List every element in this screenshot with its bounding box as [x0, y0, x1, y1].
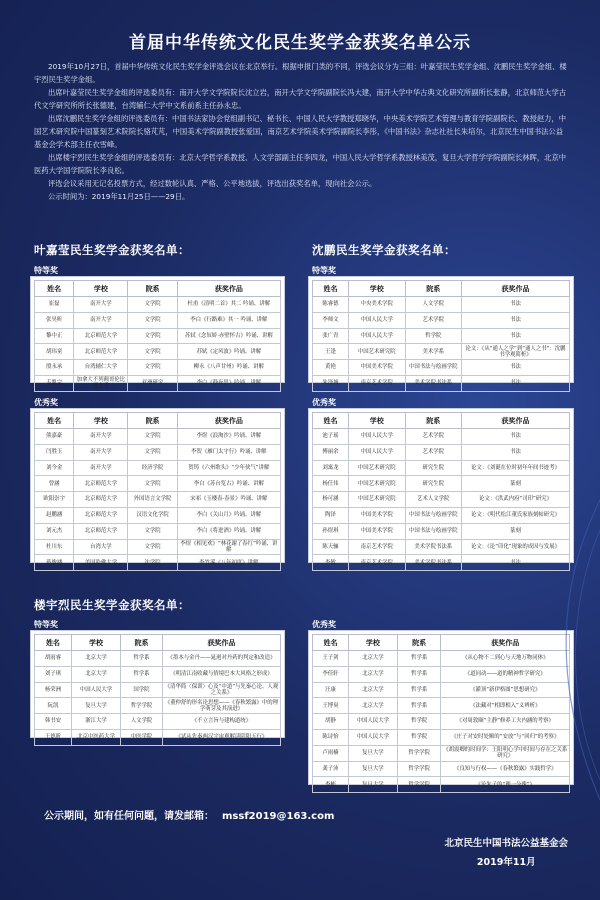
decorative-swoosh: [540, 500, 600, 800]
table-cell: 汪康: [313, 682, 349, 698]
table-cell: 李煜《浪淘沙》吟诵、讲解: [177, 429, 280, 445]
table-cell: 美国哈佛大学: [74, 555, 128, 571]
table-row: [313, 312, 570, 328]
table-cell: 艺术学院: [405, 429, 462, 445]
table-row: [35, 297, 281, 313]
table-cell: 北京师范大学: [74, 328, 128, 344]
table-cell: 中国人民大学: [348, 444, 405, 460]
table-cell: 李白《行路难》其一 吟诵、讲解: [177, 312, 280, 328]
table-cell: 《良知与行权——《春秋繁露》实践哲学》: [441, 761, 570, 777]
table-cell: 美术学院书法系: [405, 555, 462, 571]
table-cell: 龚子沛: [313, 761, 349, 777]
louyulie-special-table-box: [30, 630, 285, 741]
shenpeng-special-table: [312, 280, 570, 392]
table-cell: 中国艺术研究院: [348, 476, 405, 492]
table-cell: 书法: [462, 429, 570, 445]
table-row: [313, 444, 570, 460]
table-cell: 篆刻: [462, 523, 570, 539]
table-cell: 哲学院: [397, 729, 441, 745]
table-cell: 南开大学: [74, 312, 128, 328]
table-row: [35, 312, 281, 328]
intro-paragraph: 出席沈鹏民生奖学金组的评选委员有：中国书法家协会党组副书记、秘书长、中国人民大学教授郑晓华，中央美术学院艺术管理与教育学院副院长、教授赵力，中国艺术研究院中国篆刻艺术院院长骆芃芃，中国美术学院副教授张爱国，南京艺术学院美术学院副院长李彤，《中国书法》杂志社社长朱培尔，北京民生中国书法公益基金会学术部主任衣雪峰。: [34, 114, 567, 149]
table-cell: 文学院: [128, 344, 177, 360]
table-row: [35, 360, 281, 376]
table-cell: 北京大学: [348, 698, 397, 714]
column-header: 学校: [74, 281, 128, 297]
table-cell: 哲学院: [405, 328, 462, 344]
table-cell: 李白《将进酒》吟诵、讲解: [177, 523, 280, 539]
table-cell: 哲学学院: [397, 761, 441, 777]
table-row: [35, 523, 281, 539]
table-cell: 哲学系: [397, 682, 441, 698]
table-cell: 胡玮童: [35, 344, 74, 360]
table-row: [35, 344, 281, 360]
yejiaying-excellent-table-box: [30, 408, 285, 566]
table-cell: 《从心物不二到心与天地万物同体》: [441, 651, 570, 667]
intro-paragraph: 出席楼宇烈民生奖学金组的评选委员有：北京大学哲学系教授、人文学部副主任李四龙，中国人民大学哲学系教授林美茂，复旦大学哲学学院副院长林晖，北京中医药大学国学院院长李良松。: [34, 153, 567, 175]
table-cell: 北京师范大学: [74, 523, 128, 539]
table-cell: 宋祁《玉楼春·春景》吟诵、讲解: [177, 492, 280, 508]
table-cell: 文学院: [128, 360, 177, 376]
table-row: [313, 651, 570, 667]
table-cell: 《明清江南收藏与情境巴本大风格之形成》: [162, 666, 280, 682]
intro-text: [34, 60, 570, 203]
table-cell: 复旦大学: [348, 761, 397, 777]
table-cell: 李白《关山月》吟诵、讲解: [177, 507, 280, 523]
table-cell: 李敏: [313, 555, 349, 571]
table-cell: 复旦大学: [348, 777, 397, 793]
table-cell: 陈睿德: [313, 297, 349, 313]
table-cell: 中医学院: [121, 729, 163, 745]
table-cell: 陈天骊: [313, 539, 349, 555]
table-cell: 陈诗怡: [313, 729, 349, 745]
table-row: [313, 555, 570, 571]
table-cell: 文学院: [128, 312, 177, 328]
table-cell: 胡静: [313, 714, 349, 730]
table-cell: 文学院: [128, 539, 177, 555]
column-header: 获奖作品: [162, 635, 280, 651]
table-row: [35, 714, 281, 730]
table-cell: 《灌顶“新伊格图”思想研究》: [441, 682, 570, 698]
table-cell: 李贺《雁门太守行》吟诵、讲解: [177, 444, 280, 460]
shenpeng-excellent-label: 优秀奖: [312, 398, 336, 407]
table-row: [313, 745, 570, 761]
table-cell: 柳永《八声甘州》吟诵、讲解: [177, 360, 280, 376]
louyulie-section-title: 楼宇烈民生奖学金获奖名单：: [34, 598, 190, 612]
table-cell: 哲学学院: [397, 777, 441, 793]
table-cell: 中国美术学院: [348, 507, 405, 523]
table-cell: 法学院: [128, 555, 177, 571]
intro-paragraph: 2019年10月27日，首届中华传统文化民生奖学金评选会议在北京举行。根据申报门类的不同，评选会议分为三组：叶嘉莹民生奖学金组、沈鹏民生奖学金组、楼宇烈民生奖学金组。: [34, 62, 567, 84]
yejiaying-special-table: [34, 280, 281, 392]
table-cell: 张昊昕: [35, 312, 74, 328]
table-cell: 书法: [462, 328, 570, 344]
table-cell: 杜川东: [35, 539, 74, 555]
intro-paragraph: 公示时间为：2019年11月25日——29日。: [48, 192, 190, 201]
table-cell: 哲学学院: [121, 698, 163, 714]
table-cell: 曾涵: [35, 476, 74, 492]
table-cell: 胡雨睿: [35, 651, 72, 667]
table-cell: 南开大学: [74, 460, 128, 476]
table-cell: 研究生院: [405, 476, 462, 492]
table-header-row: [313, 635, 570, 651]
column-header: 姓名: [313, 413, 349, 429]
table-cell: 文学院: [128, 476, 177, 492]
table-cell: 美术学院书法系: [405, 539, 462, 555]
table-row: [313, 666, 570, 682]
table-row: [35, 460, 281, 476]
table-cell: 中国书法与绘画学院: [405, 523, 462, 539]
table-row: [35, 328, 281, 344]
table-cell: 刘寓龙: [313, 460, 349, 476]
contact-label: 公示期间，如有任何问题，请发邮箱：: [44, 811, 214, 822]
table-cell: 艺术学院: [405, 444, 462, 460]
table-cell: 池子瑶: [313, 429, 349, 445]
table-cell: 南京艺术学院: [348, 375, 405, 391]
table-cell: 北京大学: [71, 651, 120, 667]
column-header: 姓名: [35, 281, 74, 297]
yejiaying-special-table-box: [30, 276, 285, 390]
table-cell: 李竹溪《八年初度》讲解: [177, 555, 280, 571]
table-cell: 李师文: [313, 312, 349, 328]
column-header: 姓名: [35, 635, 72, 651]
column-header: 学校: [348, 635, 397, 651]
table-cell: 北京中医药大学: [71, 729, 120, 745]
table-cell: 台湾大学: [74, 539, 128, 555]
table-cell: 王逢: [313, 344, 349, 360]
table-cell: 孙煜琪: [313, 523, 349, 539]
table-cell: 国学院: [121, 682, 163, 698]
table-cell: 崔磊: [35, 297, 74, 313]
table-row: [313, 360, 570, 376]
table-row: [313, 714, 570, 730]
table-cell: 南开大学: [74, 429, 128, 445]
table-row: [313, 429, 570, 445]
table-cell: 文学院: [128, 328, 177, 344]
table-row: [35, 682, 281, 698]
table-cell: 李彬: [313, 777, 349, 793]
table-cell: 《道同动——道的精神哲学研究》: [441, 666, 570, 682]
table-cell: 书法: [462, 375, 570, 391]
table-row: [35, 429, 281, 445]
table-row: [313, 297, 570, 313]
yejiaying-section-title: 叶嘉莹民生奖学金获奖名单：: [34, 243, 190, 257]
table-cell: 书法: [462, 444, 570, 460]
table-cell: 欧阳崇宇: [35, 492, 74, 508]
table-cell: 浙江大学: [71, 714, 120, 730]
shenpeng-special-table-box: [308, 276, 574, 387]
column-header: 姓名: [313, 635, 349, 651]
table-row: [35, 651, 281, 667]
table-row: [35, 666, 281, 682]
table-cell: 中国书法与绘画学院: [405, 360, 462, 376]
table-cell: 王子剑: [313, 651, 349, 667]
table-cell: 中国人民大学: [348, 714, 397, 730]
table-cell: 书法: [462, 555, 570, 571]
contact-email[interactable]: mssf2019@163.com: [222, 811, 335, 822]
column-header: 获奖作品: [441, 635, 570, 651]
table-cell: 刘元杰: [35, 523, 74, 539]
contact-line: [44, 807, 342, 822]
table-row: [313, 460, 570, 476]
louyulie-excellent-table: [312, 634, 570, 793]
table-cell: 哲学系: [397, 698, 441, 714]
table-cell: 殷永承: [35, 360, 74, 376]
table-row: [313, 375, 570, 391]
yejiaying-special-label: 特等奖: [34, 266, 58, 275]
table-cell: 南开大学: [74, 297, 128, 313]
table-row: [313, 328, 570, 344]
table-cell: 黎中正: [35, 328, 74, 344]
table-cell: 中国艺术研究院: [348, 492, 405, 508]
table-cell: 杨荣洲: [35, 682, 72, 698]
table-cell: 《不立言旨与建构道统》: [162, 714, 280, 730]
table-cell: 苏轼《定风波》吟诵、讲解: [177, 344, 280, 360]
table-cell: 人文学院: [121, 714, 163, 730]
table-cell: 陶泽: [313, 507, 349, 523]
column-header: 院系: [128, 281, 177, 297]
table-cell: 论文：《论“印化”现象的成因与发展》: [462, 539, 570, 555]
table-row: [313, 507, 570, 523]
table-cell: 闫胜玉: [35, 444, 74, 460]
table-row: [313, 344, 570, 360]
table-cell: 书法: [462, 297, 570, 313]
shenpeng-section-title: 沈鹏民生奖学金获奖名单：: [312, 243, 456, 257]
table-cell: 刘子琪: [35, 666, 72, 682]
table-cell: 杨任伟: [313, 476, 349, 492]
table-cell: 张广青: [313, 328, 349, 344]
table-cell: 哲学系: [121, 651, 163, 667]
table-cell: 复旦大学: [348, 745, 397, 761]
table-header-row: [313, 281, 570, 297]
column-header: 院系: [397, 635, 441, 651]
table-cell: 朱泽城: [313, 375, 349, 391]
table-cell: 南京艺术学院: [348, 555, 405, 571]
table-header-row: [313, 413, 570, 429]
table-cell: 论文：《从“通人之学”到“通人之书”：沈鹏书学观简析》: [462, 344, 570, 360]
column-header: 院系: [405, 281, 462, 297]
table-row: [313, 682, 570, 698]
table-cell: 台湾辅仁大学: [74, 360, 128, 376]
table-cell: 刘今金: [35, 460, 74, 476]
table-cell: 赵鹏涵: [35, 507, 74, 523]
organization-signature: [444, 834, 568, 872]
table-cell: 南开大学: [74, 444, 128, 460]
table-cell: 中国美术学院: [348, 360, 405, 376]
column-header: 获奖作品: [462, 413, 570, 429]
table-cell: 北京大学: [348, 682, 397, 698]
column-header: 院系: [121, 635, 163, 651]
table-cell: 哲学院: [397, 714, 441, 730]
column-header: 学校: [74, 413, 128, 429]
table-row: [35, 555, 281, 571]
yejiaying-excellent-label: 优秀奖: [34, 398, 58, 407]
table-row: [35, 476, 281, 492]
table-cell: 艺术学院: [405, 312, 462, 328]
table-cell: 《胡震卿的时间学：王阳明心学中时间与存在之关系研究》: [441, 745, 570, 761]
column-header: 学校: [71, 635, 120, 651]
table-cell: 李佳轩: [313, 666, 349, 682]
page-title: 首届中华传统文化民生奖学金获奖名单公示: [129, 33, 471, 53]
table-cell: 北京大学: [348, 651, 397, 667]
table-cell: 北京师范大学: [74, 507, 128, 523]
table-cell: 黄艳: [313, 360, 349, 376]
table-cell: 北京师范大学: [74, 476, 128, 492]
table-row: [313, 492, 570, 508]
column-header: 获奖作品: [177, 281, 280, 297]
table-cell: 中国艺术研究院: [348, 460, 405, 476]
table-cell: 人文学院: [405, 297, 462, 313]
table-cell: 《清华简〈保训〉心及“中道”与先秦心论、人观之关系》: [162, 682, 280, 698]
table-cell: 李煜《相见欢》“林花谢了春红”吟诵、讲解: [177, 539, 280, 555]
table-cell: 杜甫《清明二首》其二 吟诵、讲解: [177, 297, 280, 313]
column-header: 学校: [348, 281, 405, 297]
table-row: [35, 729, 281, 745]
table-cell: 中国美术学院: [348, 523, 405, 539]
table-row: [35, 375, 281, 391]
column-header: 获奖作品: [177, 413, 280, 429]
intro-paragraph: 出席叶嘉莹民生奖学金组的评选委员有：南开大学文学院院长沈立岩，南开大学文学院副院长冯大建，南开大学中华古典文化研究所副所长张静，北京师范大学古代文学研究所所长张德建，台湾辅仁大学中文系前系主任孙永忠。: [34, 88, 567, 110]
table-cell: 北京大学: [71, 666, 120, 682]
table-cell: 论文：《洪武内府“司印”研究》: [462, 492, 570, 508]
table-cell: 汉语文化学院: [128, 507, 177, 523]
table-cell: 中国人民大学: [348, 312, 405, 328]
table-cell: 《庄子对安时处顺的“安放”与“回归”的考察》: [441, 729, 570, 745]
table-cell: 中国人民大学: [348, 328, 405, 344]
table-row: [313, 698, 570, 714]
table-cell: 卢雨楠: [313, 745, 349, 761]
table-cell: 《董仲舒的形名论思想——《春秋繁露》中的理学萌芽及其演进》: [162, 698, 280, 714]
table-cell: 傅丽余: [313, 444, 349, 460]
table-cell: 美术学院书法系: [405, 375, 462, 391]
column-header: 院系: [405, 413, 462, 429]
column-header: 学校: [348, 413, 405, 429]
table-cell: 李白《静夜思》吟诵、讲解: [177, 375, 280, 391]
table-cell: 北京师范大学: [74, 344, 128, 360]
signature-date: 2019年11月: [476, 857, 536, 868]
table-cell: 中国书法与绘画学院: [405, 507, 462, 523]
table-cell: 亚洲研究: [128, 375, 177, 391]
table-cell: 北京师范大学: [74, 492, 128, 508]
table-cell: 文学院: [128, 429, 177, 445]
table-row: [313, 539, 570, 555]
table-cell: 《试从先秦两汉宇宙观解读阴阳五行》: [162, 729, 280, 745]
table-cell: 研究生院: [405, 460, 462, 476]
table-header-row: [35, 635, 281, 651]
table-cell: 韦胤宗: [35, 375, 74, 391]
table-cell: 北京大学: [348, 666, 397, 682]
table-cell: 贺铸《六州歌头》“少年侠气”讲解: [177, 460, 280, 476]
column-header: 获奖作品: [462, 281, 570, 297]
table-cell: 哲学学院: [397, 745, 441, 761]
table-row: [313, 476, 570, 492]
table-cell: 苏轼《念奴娇·赤壁怀古》吟诵、讲解: [177, 328, 280, 344]
column-header: 姓名: [313, 281, 349, 297]
louyulie-excellent-table-box: [308, 630, 574, 788]
table-cell: 艺术人文学院: [405, 492, 462, 508]
table-cell: 文学院: [128, 444, 177, 460]
table-cell: 加拿大不列颠哥伦比亚大学: [74, 375, 128, 391]
louyulie-excellent-label: 优秀奖: [312, 620, 336, 629]
table-cell: 杨可涵: [313, 492, 349, 508]
table-row: [313, 523, 570, 539]
louyulie-special-label: 特等奖: [34, 620, 58, 629]
intro-paragraph: 评选会议采用无记名投票方式，经过数轮认真、严格、公平地选拔，评选出获奖名单，现向社会公示。: [48, 179, 377, 188]
table-cell: 《对周敦颐“主静”修养工夫内涵的考察》: [441, 714, 570, 730]
louyulie-special-table: [34, 634, 281, 746]
table-cell: 哲学系: [397, 666, 441, 682]
table-row: [35, 492, 281, 508]
table-cell: 经济学院: [128, 460, 177, 476]
table-cell: 书法: [462, 360, 570, 376]
table-cell: 美术学系: [405, 344, 462, 360]
table-header-row: [35, 281, 281, 297]
table-row: [313, 729, 570, 745]
table-cell: 中国人民大学: [348, 429, 405, 445]
table-cell: 熊嘉豪: [35, 429, 74, 445]
shenpeng-excellent-table-box: [308, 408, 574, 566]
table-cell: 中国人民大学: [348, 729, 397, 745]
table-cell: 王博臭: [313, 698, 349, 714]
table-cell: 复旦大学: [71, 698, 120, 714]
table-cell: 南京艺术学院: [348, 539, 405, 555]
table-row: [35, 539, 281, 555]
organization-name: 北京民生中国书法公益基金会: [444, 838, 568, 849]
table-cell: 哲学系: [397, 651, 441, 667]
shenpeng-excellent-table: [312, 412, 570, 571]
table-cell: 《法藏对“相即相入”义辨析》: [441, 698, 570, 714]
table-cell: 论文：《刘诞在位时初年年间书迹考》: [462, 460, 570, 476]
table-cell: 王德昕: [35, 729, 72, 745]
table-cell: 韩书安: [35, 714, 72, 730]
table-cell: 篆刻: [462, 476, 570, 492]
table-cell: 文学院: [128, 523, 177, 539]
shenpeng-special-label: 特等奖: [312, 266, 336, 275]
table-header-row: [35, 413, 281, 429]
table-cell: 外国语言文学院: [128, 492, 177, 508]
table-cell: 《论朱子的“理一分殊”》: [441, 777, 570, 793]
table-cell: 书法: [462, 312, 570, 328]
table-cell: 哲学系: [121, 666, 163, 682]
table-row: [313, 777, 570, 793]
table-row: [35, 444, 281, 460]
yejiaying-excellent-table: [34, 412, 281, 571]
table-cell: 文学院: [128, 297, 177, 313]
table-cell: 蒋俊涵: [35, 555, 74, 571]
table-cell: 李白《苏台览古》吟诵、讲解: [177, 476, 280, 492]
table-row: [35, 698, 281, 714]
table-row: [35, 507, 281, 523]
table-cell: 中央美术学院: [348, 297, 405, 313]
table-cell: 中国艺术研究院: [348, 344, 405, 360]
column-header: 院系: [128, 413, 177, 429]
table-row: [313, 761, 570, 777]
table-cell: 阮凯: [35, 698, 72, 714]
table-cell: 《墨本与金丹——晁迥对丹药的判定和改造》: [162, 651, 280, 667]
table-cell: 中国人民大学: [71, 682, 120, 698]
column-header: 姓名: [35, 413, 74, 429]
table-cell: 论文：《明代松江董氏家族刻帖研究》: [462, 507, 570, 523]
